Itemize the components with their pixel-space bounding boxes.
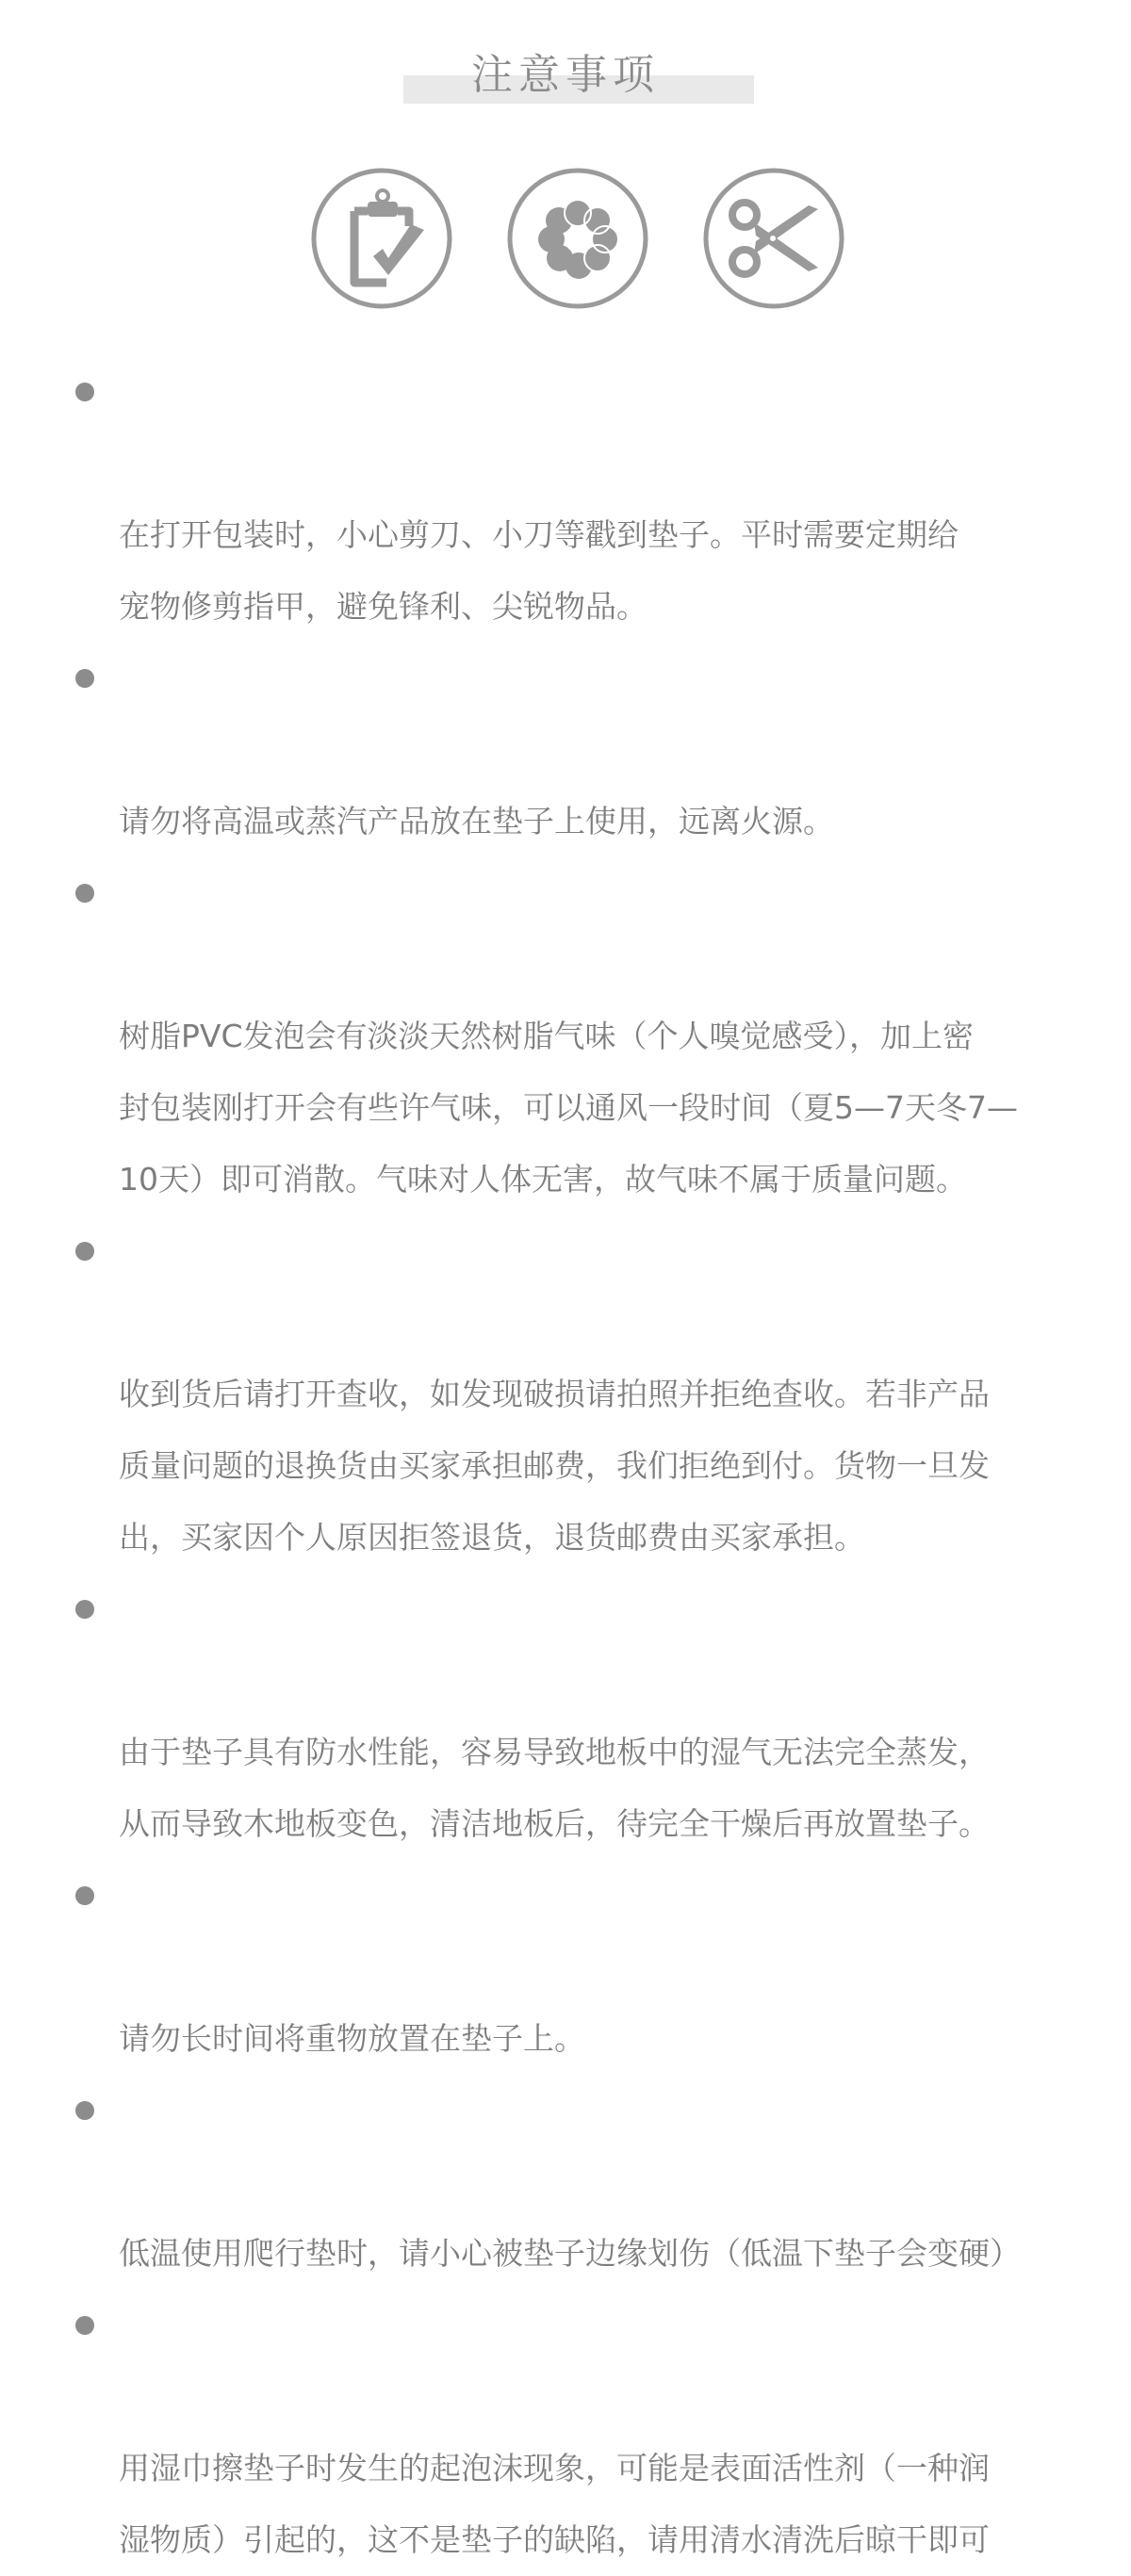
bullet-icon: [75, 1242, 94, 1261]
list-item: [0, 643, 1131, 857]
title-section: [0, 0, 1131, 122]
clipboard-check-icon: [311, 168, 452, 309]
note-text: 树脂PVC发泡会有淡淡天然树脂气味（个人嗅觉感受），加上密 封包装刚打开会有些许气味，可以通风一段时间（夏5—7天冬7— 10天）即可消散。气味对人体无害，故气味不属于质量问题。: [119, 1018, 1018, 1198]
bullet-icon: [75, 2101, 94, 2120]
note-text: 在打开包装时，小心剪刀、小刀等戳到垫子。平时需要定期给 宠物修剪指甲，避免锋利、尖锐物品。: [119, 516, 959, 625]
bullet-icon: [75, 1600, 94, 1619]
note-text: 请勿将高温或蒸汽产品放在垫子上使用，远离火源。: [119, 803, 834, 840]
list-item: [0, 857, 1131, 1215]
bullet-icon: [75, 884, 94, 903]
note-text: 低温使用爬行垫时，请小心被垫子边缘划伤（低温下垫子会变硬）: [119, 2235, 1021, 2272]
list-item: [0, 1215, 1131, 1573]
flower-ring-icon: [507, 168, 648, 309]
bullet-icon: [75, 1886, 94, 1905]
list-item: [0, 2290, 1131, 2576]
list-item: [0, 356, 1131, 643]
list-item: [0, 2075, 1131, 2290]
note-text: 收到货后请打开查收，如发现破损请拍照并拒绝查收。若非产品 质量问题的退换货由买家承担邮费，我们拒绝到付。货物一旦发 出，买家因个人原因拒签退货，退货邮费由买家承担。: [119, 1376, 990, 1556]
bullet-icon: [75, 2316, 94, 2335]
list-item: [0, 1573, 1131, 1860]
scissors-icon: [703, 168, 844, 309]
icon-row: [0, 168, 1131, 315]
page-title: 注意事项: [471, 51, 660, 99]
note-text: 用湿巾擦垫子时发生的起泡沫现象，可能是表面活性剂（一种润 湿物质）引起的，这不是垫子的缺陷，请用清水清洗后晾干即可: [119, 2450, 990, 2558]
note-text: 由于垫子具有防水性能，容易导致地板中的湿气无法完全蒸发， 从而导致木地板变色，清洁地板后，待完全干燥后再放置垫子。: [119, 1734, 990, 1842]
list-item: [0, 1860, 1131, 2075]
bullet-icon: [75, 383, 94, 401]
note-text: 请勿长时间将重物放置在垫子上。: [119, 2020, 585, 2057]
notes-list: [0, 356, 1131, 2576]
bullet-icon: [75, 669, 94, 688]
